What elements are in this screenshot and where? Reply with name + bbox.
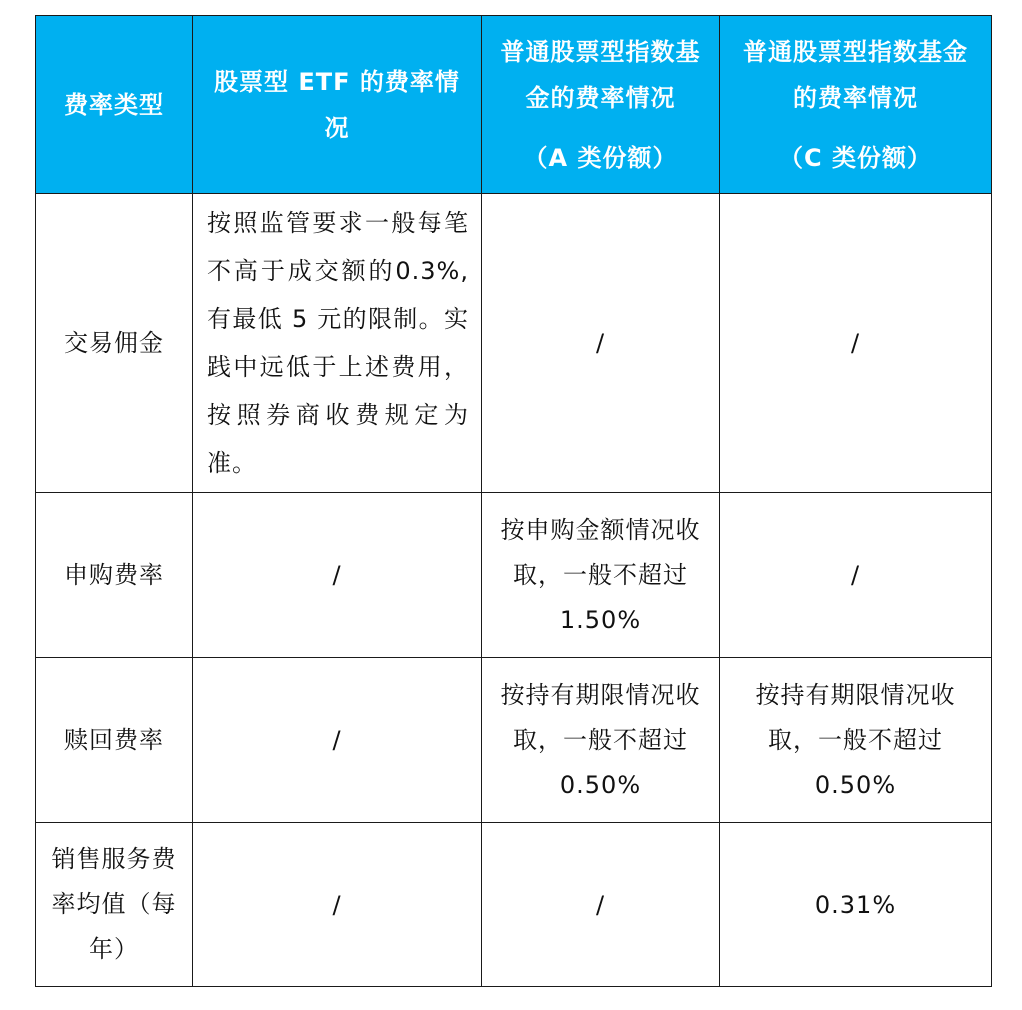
class-a-value: 按持有期限情况收取，一般不超过 0.50%	[500, 680, 701, 799]
table-row	[36, 493, 992, 658]
header-class-a-title: 普通股票型指数基金的费率情况	[500, 37, 701, 112]
row-label-cell	[36, 823, 193, 987]
header-fee-type-label: 费率类型	[64, 90, 164, 119]
table-row	[36, 823, 992, 987]
row-label: 赎回费率	[64, 726, 164, 754]
row-label: 销售服务费率均值（每年）	[51, 845, 177, 963]
row-label-cell	[36, 658, 193, 823]
class-c-value: /	[850, 561, 861, 589]
class-a-cell	[482, 658, 720, 823]
etf-value: /	[332, 561, 342, 589]
class-c-cell	[720, 194, 992, 493]
class-a-value: /	[595, 890, 606, 919]
etf-value: /	[332, 890, 342, 919]
table-row	[36, 658, 992, 823]
etf-value: /	[332, 726, 342, 754]
header-row	[36, 16, 992, 194]
class-a-value: 按申购金额情况收取，一般不超过 1.50%	[500, 515, 701, 634]
class-c-value: 0.31%	[814, 890, 897, 919]
row-label: 交易佣金	[64, 329, 164, 357]
class-c-cell	[720, 493, 992, 658]
class-a-cell	[482, 823, 720, 987]
etf-cell	[193, 658, 482, 823]
header-fee-type	[36, 16, 193, 194]
table-header	[36, 16, 992, 194]
class-c-value: 按持有期限情况收取，一般不超过 0.50%	[755, 680, 956, 799]
etf-cell	[193, 823, 482, 987]
class-a-value: /	[595, 329, 606, 357]
etf-commission-text: 按照监管要求一般每笔不高于成交额的0.3%,有最低 5 元的限制。实践中远低于上述费用，按照券商收费规定为准。	[207, 209, 469, 477]
fee-comparison-table	[35, 15, 992, 987]
table-body	[36, 194, 992, 987]
class-c-cell	[720, 658, 992, 823]
header-class-a-sub: （A 类份额）	[523, 143, 678, 172]
header-class-c	[720, 16, 992, 194]
table-row	[36, 194, 992, 493]
header-etf	[193, 16, 482, 194]
class-c-value: /	[850, 329, 861, 357]
row-label-cell	[36, 194, 193, 493]
header-class-c-title: 普通股票型指数基金的费率情况	[743, 37, 968, 112]
class-a-cell	[482, 493, 720, 658]
header-class-a	[482, 16, 720, 194]
header-etf-label: 股票型 ETF 的费率情况	[214, 67, 460, 142]
class-c-cell	[720, 823, 992, 987]
etf-cell	[193, 493, 482, 658]
row-label: 申购费率	[64, 561, 164, 589]
class-a-cell	[482, 194, 720, 493]
header-class-c-sub: （C 类份额）	[779, 143, 932, 172]
row-label-cell	[36, 493, 193, 658]
etf-cell	[193, 194, 482, 493]
